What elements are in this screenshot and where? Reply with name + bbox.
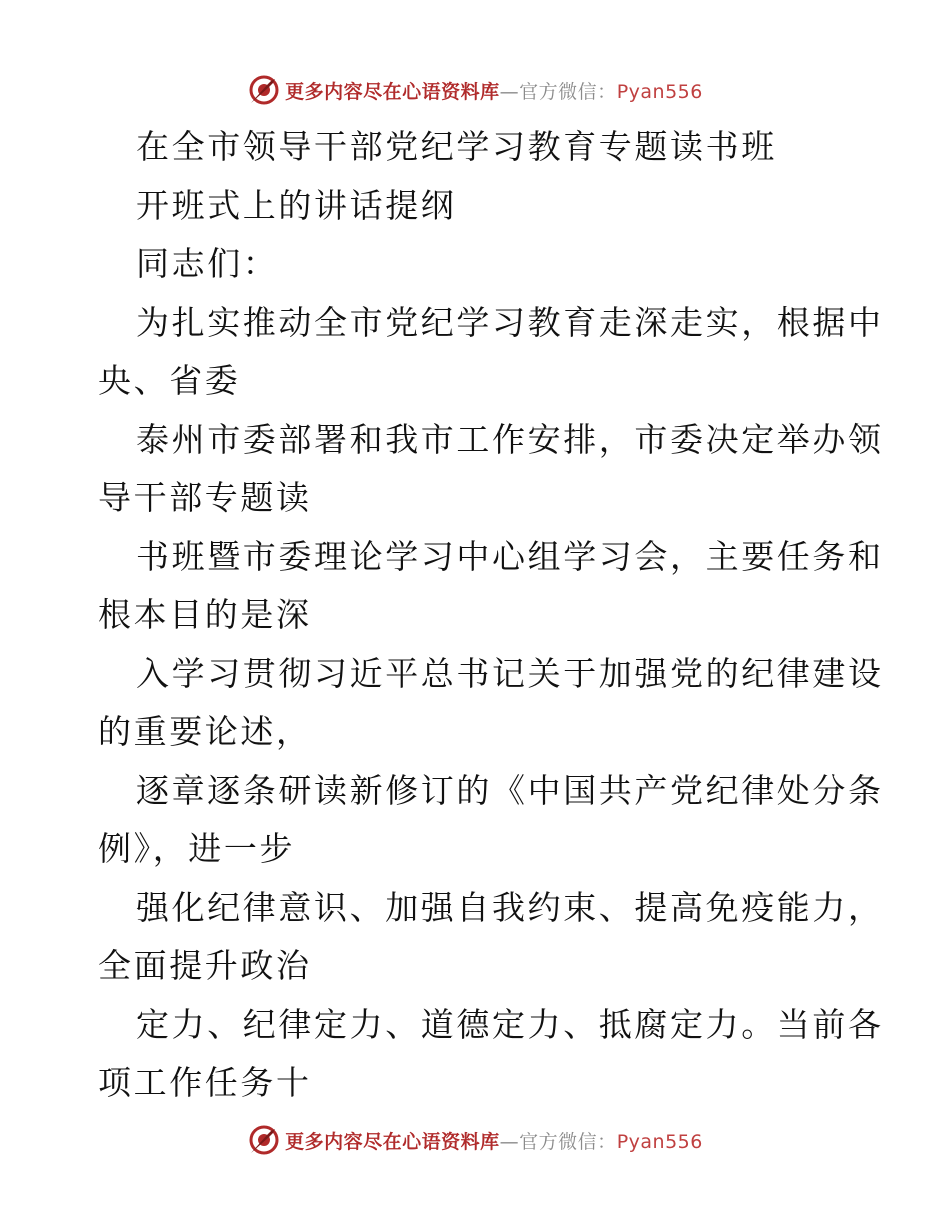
document-line: 逐章逐条研读新修订的《中国共产党纪律处分条 xyxy=(136,770,884,810)
document-line: 全面提升政治 xyxy=(98,946,312,985)
document-line: 入学习贯彻习近平总书记关于加强党的纪律建设 xyxy=(136,653,884,693)
document-line: 定力、纪律定力、道德定力、抵腐定力。当前各 xyxy=(136,1004,884,1044)
document-line: 例》，进一步 xyxy=(98,829,296,868)
watermark-banner-top xyxy=(0,70,950,110)
watermark-banner-bottom xyxy=(0,1120,950,1160)
quill-logo-icon xyxy=(247,1123,281,1157)
document-line: 书班暨市委理论学习中心组学习会，主要任务和 xyxy=(136,536,884,576)
document-line: 泰州市委部署和我市工作安排，市委决定举办领 xyxy=(136,419,884,459)
document-line: 开班式上的讲话提纲 xyxy=(136,185,457,225)
quill-logo-icon xyxy=(247,73,281,107)
watermark-text: 更多内容尽在心语资料库—官方微信：Pyan556 xyxy=(285,1130,703,1153)
document-line: 同志们： xyxy=(136,244,279,283)
document-line: 为扎实推动全市党纪学习教育走深走实，根据中 xyxy=(136,302,884,342)
document-line: 在全市领导干部党纪学习教育专题读书班 xyxy=(136,127,777,166)
document-line: 项工作任务十 xyxy=(98,1063,312,1102)
document-line: 根本目的是深 xyxy=(98,595,312,634)
document-line: 的重要论述， xyxy=(98,712,312,751)
document-body xyxy=(98,118,884,1113)
document-line: 强化纪律意识、加强自我约束、提高免疫能力， xyxy=(136,887,884,927)
document-line: 央、省委 xyxy=(98,361,241,400)
document-line: 导干部专题读 xyxy=(98,478,312,517)
watermark-text: 更多内容尽在心语资料库—官方微信：Pyan556 xyxy=(285,80,703,103)
